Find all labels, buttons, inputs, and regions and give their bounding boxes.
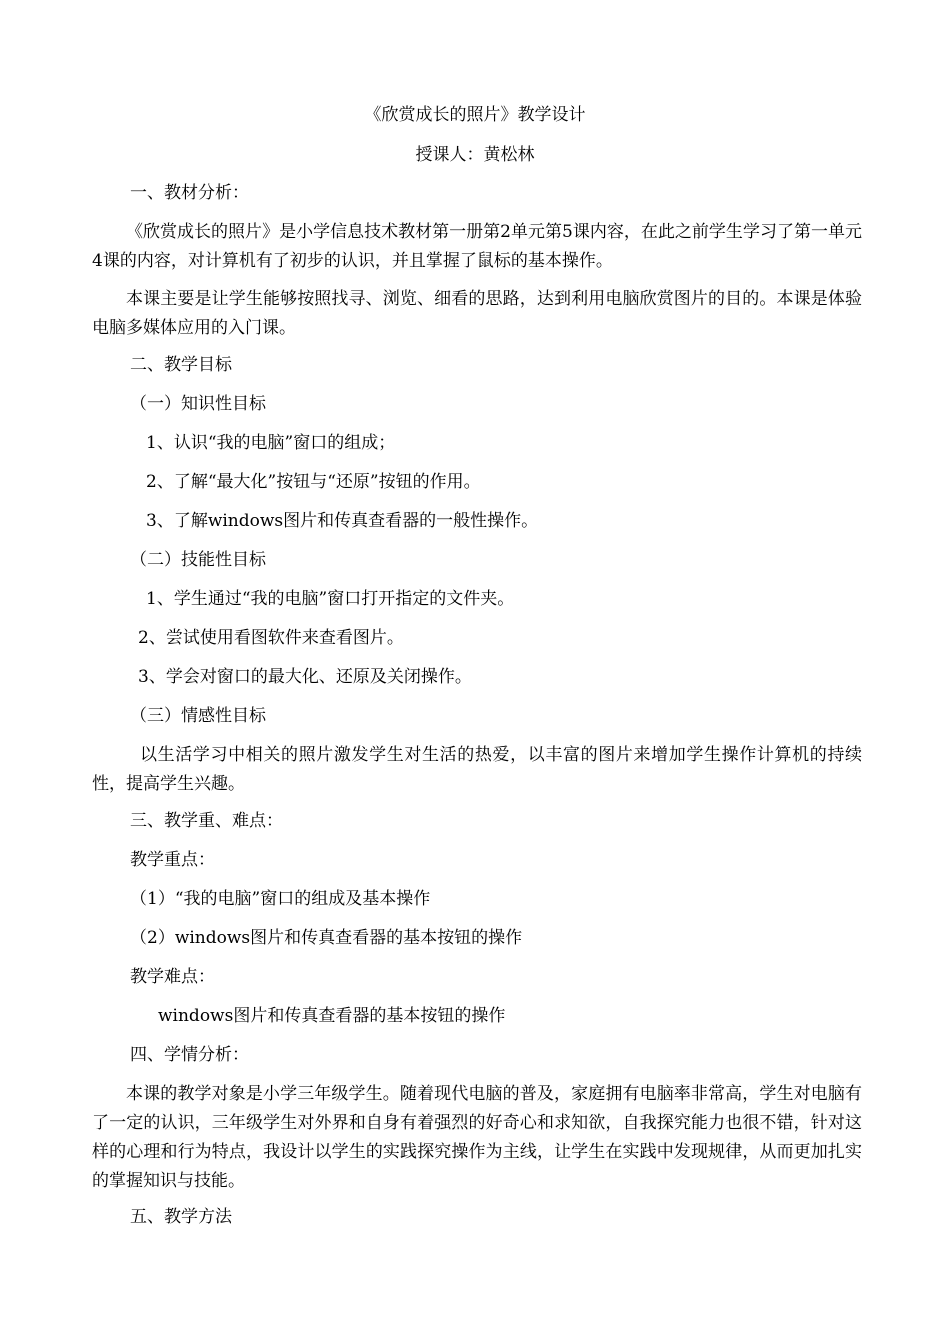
list-item-knowledge-1: 1、认识“我的电脑”窗口的组成；	[146, 433, 396, 453]
paragraph-emotional-goals: 以生活学习中相关的照片激发学生对生活的热爱，以丰富的图片来增加学生操作计算机的持续性，提高学生兴趣。	[92, 745, 862, 794]
subheading-knowledge-goals: （一）知识性目标	[130, 394, 266, 414]
section-heading-key-difficult-points: 三、教学重、难点：	[130, 811, 283, 831]
list-item-key-point-2: （2）windows图片和传真查看器的基本按钮的操作	[130, 928, 523, 948]
label-difficult-points: 教学难点：	[130, 967, 215, 987]
section-heading-student-analysis: 四、学情分析：	[130, 1045, 249, 1065]
list-item-knowledge-3: 3、了解windows图片和传真查看器的一般性操作。	[146, 511, 539, 531]
label-key-points: 教学重点：	[130, 850, 215, 870]
list-item-knowledge-2: 2、了解“最大化”按钮与“还原”按钮的作用。	[146, 472, 481, 492]
list-item-skill-1: 1、学生通过“我的电脑”窗口打开指定的文件夹。	[146, 589, 515, 609]
section-heading-teaching-methods: 五、教学方法	[130, 1207, 232, 1227]
paragraph-textbook-1: 《欣赏成长的照片》是小学信息技术教材第一册第2单元第5课内容，在此之前学生学习了第一单元4课的内容，对计算机有了初步的认识，并且掌握了鼠标的基本操作。	[92, 222, 862, 271]
paragraph-textbook-2: 本课主要是让学生能够按照找寻、浏览、细看的思路，达到利用电脑欣赏图片的目的。本课是体验电脑多媒体应用的入门课。	[92, 289, 862, 338]
section-heading-textbook-analysis: 一、教材分析：	[130, 183, 249, 203]
document-title: 《欣赏成长的照片》教学设计	[364, 105, 586, 125]
list-item-skill-2: 2、尝试使用看图软件来查看图片。	[138, 628, 404, 648]
subheading-emotional-goals: （三）情感性目标	[130, 706, 266, 726]
document-author: 授课人：黄松林	[415, 145, 535, 165]
list-item-difficult-point-1: windows图片和传真查看器的基本按钮的操作	[158, 1006, 506, 1026]
subheading-skill-goals: （二）技能性目标	[130, 550, 266, 570]
list-item-key-point-1: （1）“我的电脑”窗口的组成及基本操作	[130, 889, 431, 909]
paragraph-student-analysis: 本课的教学对象是小学三年级学生。随着现代电脑的普及，家庭拥有电脑率非常高，学生对电脑有了一定的认识，三年级学生对外界和自身有着强烈的好奇心和求知欲，自我探究能力也很不错，针对这样的心理和行为特点，我设计以学生的实践探究操作为主线，让学生在实践中发现规律，从而更加扎实的掌握知识与技能。	[92, 1084, 862, 1191]
list-item-skill-3: 3、学会对窗口的最大化、还原及关闭操作。	[138, 667, 472, 687]
section-heading-teaching-goals: 二、教学目标	[130, 355, 232, 375]
